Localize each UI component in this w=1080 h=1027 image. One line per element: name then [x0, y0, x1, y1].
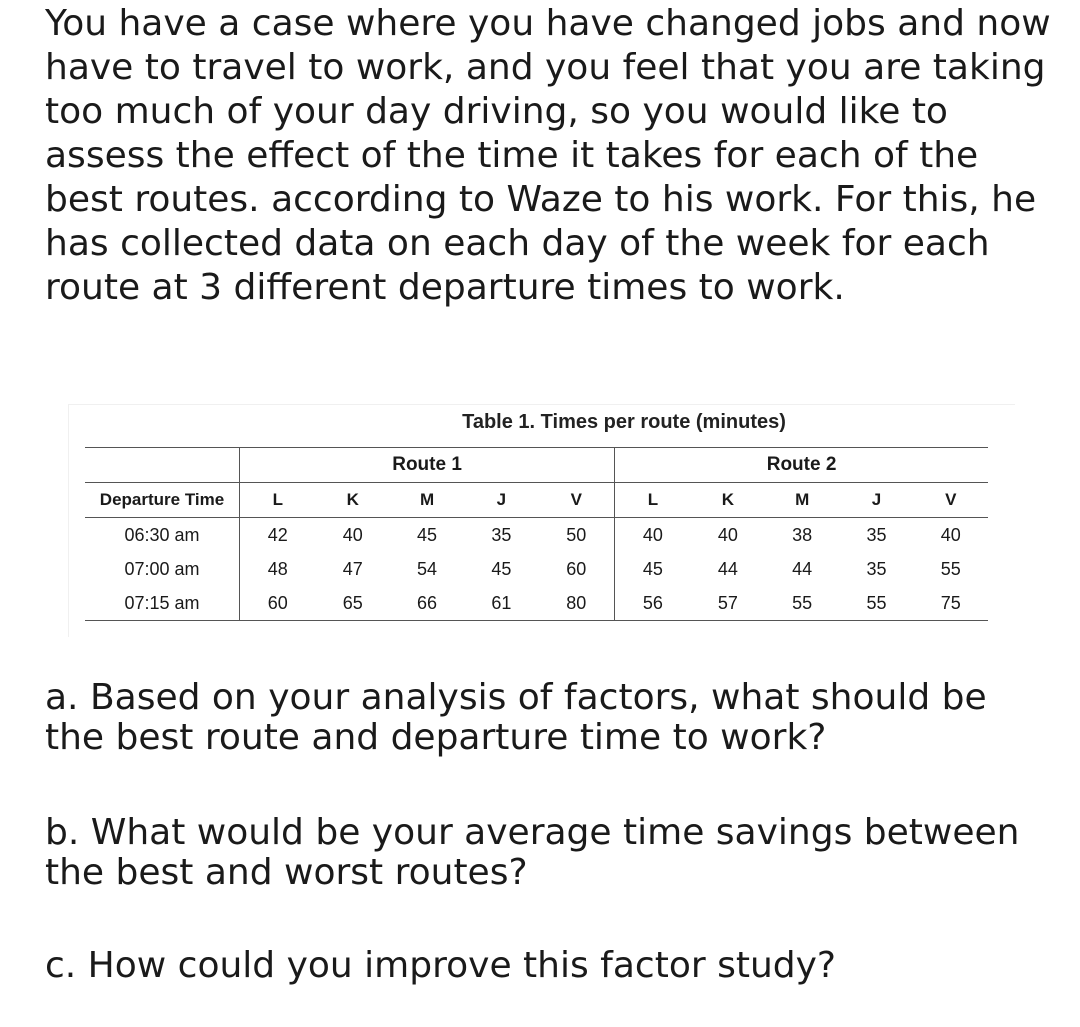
question-c: c. How could you improve this factor study?	[45, 945, 837, 986]
route-2-cell: 55	[940, 558, 961, 579]
day-header: J	[839, 483, 913, 518]
problem-statement: You have a case where you have changed jobs and now have to travel to work, and you feel that you are taking too much of your day driving, so you would like to assess the effect of the time it takes for each of the best routes. according to Waze to his work. For this, he has collected data on each day of the week for each route at 3 different departure times to work.	[45, 3, 1051, 308]
day-header: L	[240, 483, 316, 518]
route-2-cell: 55	[839, 586, 913, 621]
departure-time-cell: 06:30 am	[124, 524, 200, 545]
route-1-cell: 35	[491, 524, 512, 545]
route-1-cell: 65	[316, 586, 390, 621]
day-header: V	[538, 483, 614, 518]
route-2-cell: 45	[615, 552, 691, 586]
route-1-cell: 45	[491, 558, 512, 579]
route-2-cell: 75	[914, 586, 988, 621]
route-group-header-row	[85, 448, 988, 483]
route-2-cell: 56	[615, 586, 691, 621]
route-1-cell: 48	[240, 552, 316, 586]
question-a: a. Based on your analysis of factors, what should be the best route and departure time to work?	[45, 677, 987, 758]
route-1-cell: 45	[417, 524, 438, 545]
day-header: V	[914, 483, 988, 518]
route-1-cell: 40	[342, 524, 363, 545]
route-1-cell: 50	[566, 524, 587, 545]
route-2-cell: 38	[792, 524, 813, 545]
route-2-cell: 35	[866, 524, 887, 545]
day-header: K	[691, 483, 765, 518]
day-header: K	[316, 483, 390, 518]
route-2-cell: 40	[940, 524, 961, 545]
route-1-cell: 66	[390, 586, 464, 621]
day-header: J	[464, 483, 538, 518]
departure-time-header: Departure Time	[85, 483, 240, 518]
route-1-header: Route 1	[240, 448, 615, 483]
route-1-cell: 47	[342, 558, 363, 579]
route-times-table	[85, 447, 988, 621]
route-2-cell: 55	[765, 586, 839, 621]
route-2-cell: 35	[866, 558, 887, 579]
route-2-cell: 40	[717, 524, 738, 545]
route-2-header: Route 2	[615, 448, 988, 483]
route-1-cell: 60	[566, 558, 587, 579]
day-header: M	[765, 483, 839, 518]
departure-time-cell: 07:00 am	[124, 558, 200, 579]
route-2-cell: 40	[615, 518, 691, 553]
route-1-cell: 61	[464, 586, 538, 621]
question-b: b. What would be your average time savings between the best and worst routes?	[45, 812, 1020, 893]
departure-time-cell: 07:15 am	[85, 586, 240, 621]
route-1-cell: 42	[240, 518, 316, 553]
table-row	[85, 586, 988, 621]
table-caption: Table 1. Times per route (minutes)	[462, 411, 786, 433]
route-1-cell: 60	[240, 586, 316, 621]
day-header-row	[85, 483, 988, 518]
route-1-cell: 80	[538, 586, 614, 621]
day-header: L	[615, 483, 691, 518]
route-2-cell: 44	[717, 558, 738, 579]
route-2-cell: 44	[792, 558, 813, 579]
route-1-cell: 54	[417, 558, 438, 579]
table-row	[85, 518, 988, 553]
day-header: M	[390, 483, 464, 518]
empty-corner-cell	[85, 448, 240, 483]
table-row	[85, 552, 988, 586]
table-figure	[68, 404, 1015, 637]
route-2-cell: 57	[691, 586, 765, 621]
